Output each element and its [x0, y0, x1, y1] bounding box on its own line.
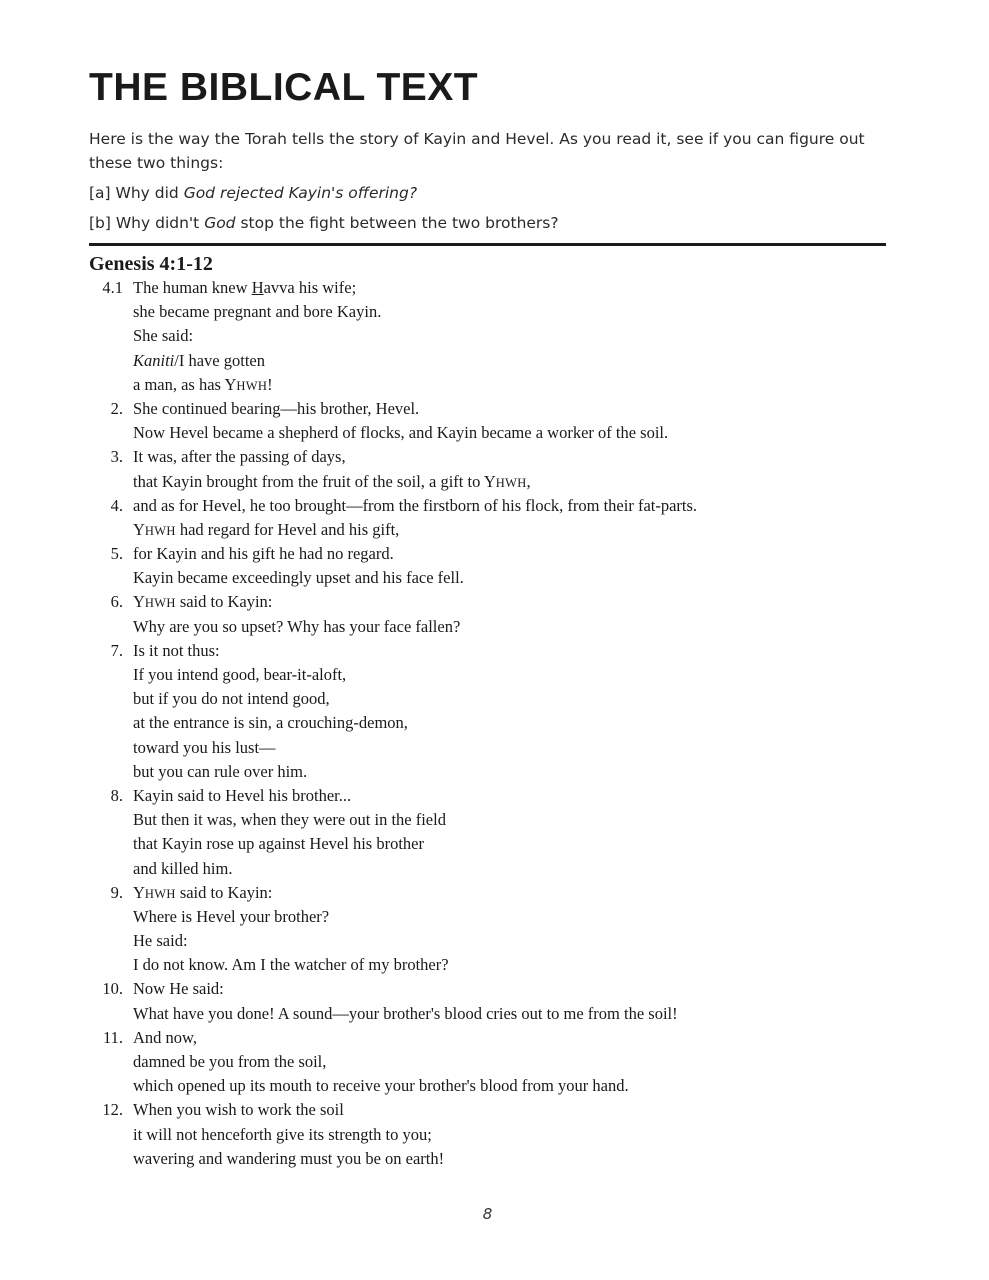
- verse-text: for Kayin and his gift he had no regard.: [133, 544, 394, 564]
- verse-text: YHWH said to Kayin:: [133, 592, 273, 612]
- verse-number: 3.: [110, 447, 123, 467]
- verse-text: toward you his lust—: [133, 737, 276, 757]
- verse-text: Why are you so upset? Why has your face fallen?: [133, 616, 461, 636]
- question-b: [89, 211, 889, 235]
- page-number: 8: [482, 1205, 493, 1223]
- verse-text: damned be you from the soil,: [133, 1052, 327, 1071]
- verse-line: [0, 542, 989, 566]
- verse-text: Kayin said to Hevel his brother...: [133, 785, 352, 805]
- verse-text: but if you do not intend good,: [133, 689, 330, 709]
- verse-line: [0, 349, 989, 373]
- verse-text: He said:: [133, 931, 188, 951]
- verse-text: that Kayin rose up against Hevel his brother: [133, 834, 424, 854]
- verse-line: [0, 687, 989, 711]
- verse-line: [0, 397, 989, 421]
- verse-line: [0, 1050, 989, 1074]
- intro-section: [89, 127, 889, 241]
- verse-text: Is it not thus:: [133, 640, 220, 660]
- verse-line: [0, 1026, 989, 1050]
- verse-line: [0, 663, 989, 687]
- question-a-prefix: [a] Why did: [89, 184, 184, 202]
- verse-line: [0, 1147, 989, 1171]
- question-b-emphasis: God: [204, 214, 236, 232]
- verse-number: 6.: [110, 592, 123, 612]
- verse-text: she became pregnant and bore Kayin.: [133, 302, 382, 322]
- verse-text: She said:: [133, 326, 194, 346]
- question-b-prefix: [b] Why didn't: [89, 214, 205, 232]
- verse-text: and as for Hevel, he too brought—from the firstborn of his flock, from their fat-parts.: [133, 495, 698, 515]
- verse-line: [0, 905, 989, 929]
- section-divider: [89, 243, 886, 246]
- verse-text: If you intend good, bear-it-aloft,: [133, 665, 347, 684]
- verse-text: wavering and wandering must you be on earth!: [133, 1148, 445, 1168]
- verse-text: which opened up its mouth to receive your brother's blood from your hand.: [133, 1076, 629, 1096]
- verse-line: [0, 566, 989, 590]
- verse-text: at the entrance is sin, a crouching-demon,: [133, 713, 408, 733]
- verse-line: [0, 1074, 989, 1098]
- verse-text: The human knew Havva his wife;: [133, 278, 357, 297]
- verse-line: [0, 470, 989, 494]
- intro-paragraph: Here is the way the Torah tells the story of Kayin and Hevel. As you read it, see if you can figure out these two things:: [89, 130, 865, 172]
- verse-text: I do not know. Am I the watcher of my brother?: [133, 955, 449, 975]
- verse-number: 10.: [102, 979, 123, 999]
- verse-line: [0, 977, 989, 1001]
- verse-line: [0, 736, 989, 760]
- verse-text: a man, as has YHWH!: [133, 374, 273, 394]
- verse-line: [0, 494, 989, 518]
- verse-number: 2.: [110, 398, 123, 418]
- verse-line: [0, 300, 989, 324]
- verse-number: 9.: [110, 882, 123, 902]
- verse-text: and killed him.: [133, 858, 233, 878]
- verse-text: It was, after the passing of days,: [133, 447, 346, 467]
- verse-line: [0, 615, 989, 639]
- verse-line: [0, 808, 989, 832]
- verse-line: [0, 590, 989, 614]
- verse-text: it will not henceforth give its strength to you;: [133, 1124, 432, 1144]
- page-title: THE BIBLICAL TEXT: [89, 66, 479, 109]
- verse-number: 7.: [110, 640, 123, 660]
- verse-list: [0, 276, 989, 1171]
- verse-text: When you wish to work the soil: [133, 1100, 344, 1120]
- verse-line: [0, 832, 989, 856]
- verse-text: Where is Hevel your brother?: [133, 906, 330, 926]
- verse-line: [0, 784, 989, 808]
- verse-text: But then it was, when they were out in the field: [133, 810, 446, 830]
- verse-line: [0, 639, 989, 663]
- verse-number: 12.: [102, 1100, 123, 1120]
- verse-line: [0, 929, 989, 953]
- verse-text: that Kayin brought from the fruit of the soil, a gift to YHWH,: [133, 471, 531, 491]
- verse-line: [0, 857, 989, 881]
- verse-line: [0, 421, 989, 445]
- verse-text: Now Hevel became a shepherd of flocks, and Kayin became a worker of the soil.: [133, 423, 669, 443]
- verse-number: 4.1: [102, 278, 123, 297]
- passage-title: Genesis 4:1-12: [89, 253, 213, 275]
- verse-line: [0, 953, 989, 977]
- verse-text: YHWH had regard for Hevel and his gift,: [133, 519, 400, 539]
- verse-text: but you can rule over him.: [133, 761, 308, 781]
- question-a: [89, 181, 889, 205]
- question-a-emphasis: God rejected Kayin's offering?: [183, 184, 418, 202]
- question-b-rest: stop the fight between the two brothers?: [235, 214, 559, 232]
- verse-line: [0, 324, 989, 348]
- verse-text: Kaniti/I have gotten: [133, 350, 265, 370]
- verse-line: [0, 711, 989, 735]
- verse-line: [0, 518, 989, 542]
- verse-text: YHWH said to Kayin:: [133, 882, 273, 902]
- verse-line: [0, 445, 989, 469]
- verse-number: 11.: [102, 1027, 123, 1047]
- verse-number: 4.: [110, 495, 123, 515]
- verse-text: And now,: [133, 1027, 198, 1047]
- verse-line: [0, 1002, 989, 1026]
- verse-line: [0, 1098, 989, 1122]
- verse-text: Kayin became exceedingly upset and his face fell.: [133, 568, 464, 588]
- verse-line: [0, 881, 989, 905]
- verse-text: She continued bearing—his brother, Hevel.: [133, 398, 420, 418]
- verse-number: 8.: [110, 785, 123, 805]
- verse-line: [0, 1123, 989, 1147]
- verse-line: [0, 373, 989, 397]
- verse-text: What have you done! A sound—your brother's blood cries out to me from the soil!: [133, 1003, 678, 1023]
- verse-text: Now He said:: [133, 979, 224, 999]
- verse-number: 5.: [110, 544, 123, 564]
- verse-line: [0, 276, 989, 300]
- verse-line: [0, 760, 989, 784]
